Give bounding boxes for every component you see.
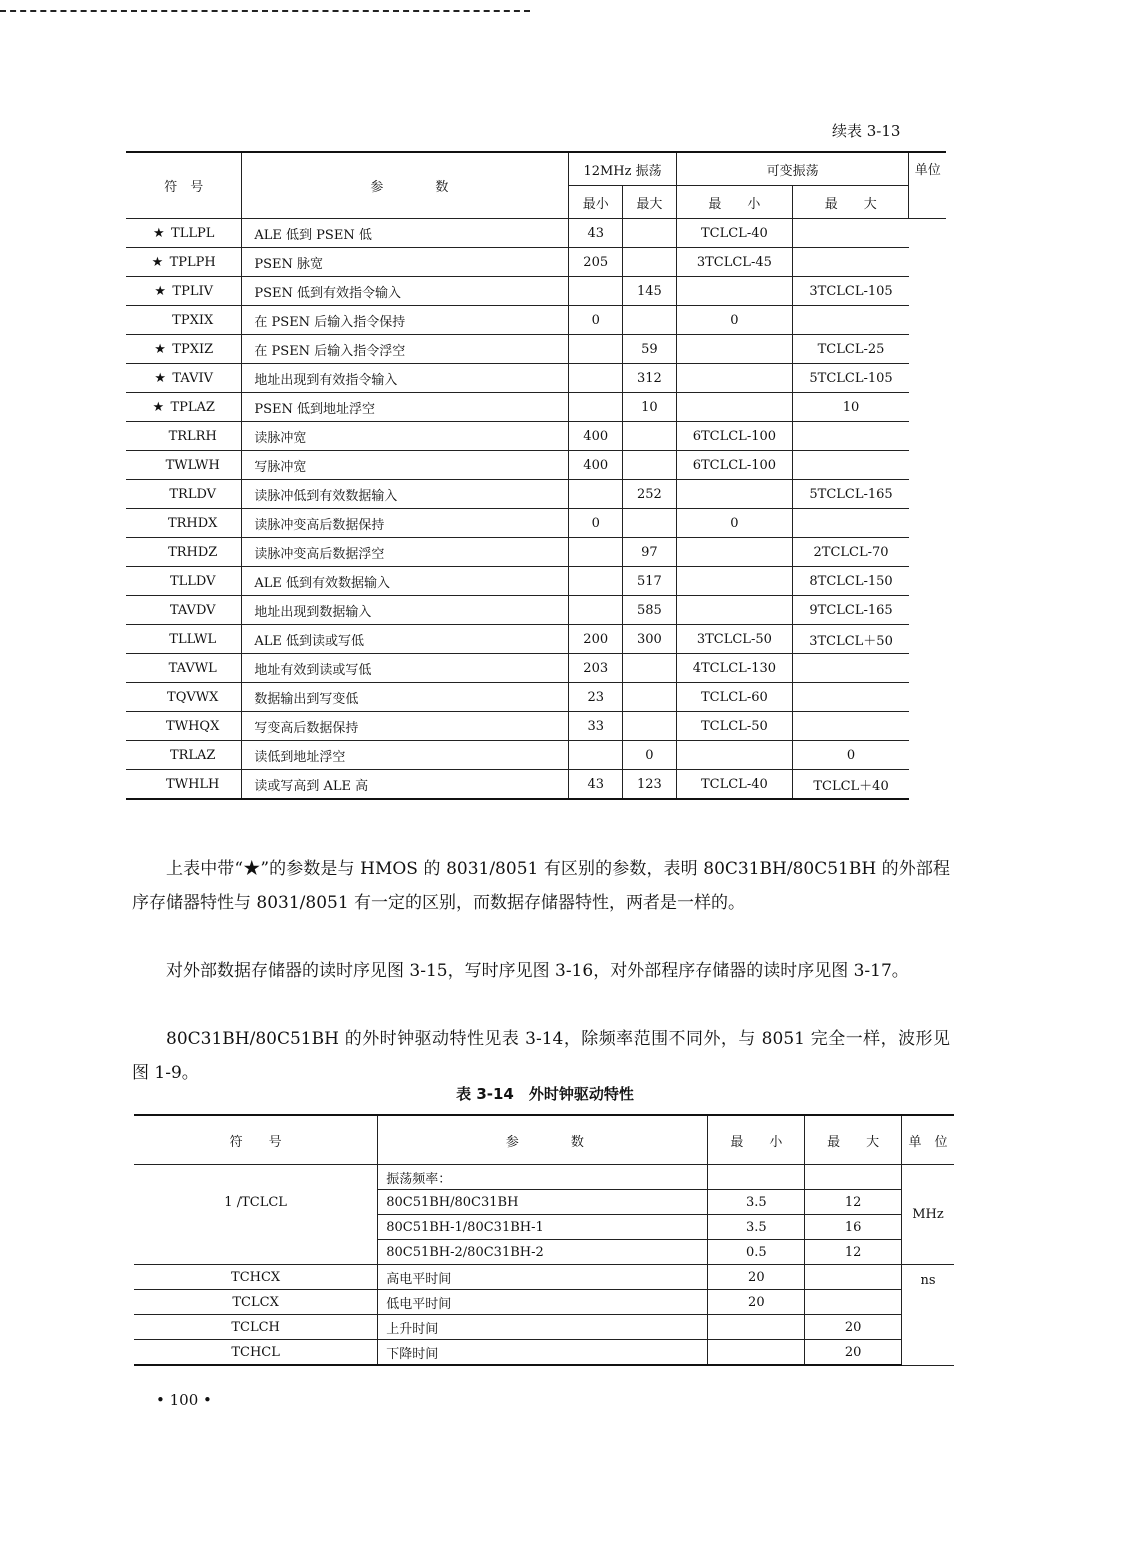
header-var-min: 最 小 bbox=[676, 186, 792, 219]
row-min-12mhz: 23 bbox=[569, 683, 623, 712]
star-marker: ★ bbox=[153, 225, 165, 241]
row-max-12mhz: 585 bbox=[623, 596, 677, 625]
row-max-12mhz: 517 bbox=[623, 567, 677, 596]
time-max bbox=[805, 1265, 902, 1290]
table-row bbox=[126, 625, 946, 654]
row-min-variable: TCLCL-60 bbox=[676, 683, 792, 712]
time-param: 低电平时间 bbox=[378, 1290, 708, 1315]
row-min-variable: 6TCLCL-100 bbox=[676, 422, 792, 451]
row-max-12mhz: 10 bbox=[623, 393, 677, 422]
row-param: 地址出现到有效指令输入 bbox=[242, 364, 569, 393]
row-max-12mhz bbox=[623, 451, 677, 480]
row-min-12mhz bbox=[569, 277, 623, 306]
row-min-variable: 6TCLCL-100 bbox=[676, 451, 792, 480]
row-min-12mhz: 200 bbox=[569, 625, 623, 654]
table-row bbox=[134, 1315, 954, 1340]
row-param: PSEN 低到地址浮空 bbox=[242, 393, 569, 422]
header-variable-osc: 可变振荡 bbox=[676, 152, 909, 186]
table-row bbox=[126, 422, 946, 451]
row-symbol bbox=[126, 538, 242, 567]
clock-table-title: 表 3-14 外时钟驱动特性 bbox=[456, 1085, 634, 1103]
row-min-variable bbox=[676, 364, 792, 393]
clock-header-symbol: 符 号 bbox=[134, 1115, 378, 1165]
header-min: 最小 bbox=[569, 186, 623, 219]
row-symbol bbox=[126, 712, 242, 741]
table-continuation-title: 续表 3-13 bbox=[832, 122, 901, 140]
freq-param: 80C51BH-1/80C31BH-1 bbox=[378, 1215, 708, 1240]
time-unit: ns bbox=[902, 1265, 955, 1366]
row-param: 地址有效到读或写低 bbox=[242, 654, 569, 683]
row-max-variable: 3TCLCL＋50 bbox=[793, 625, 909, 654]
clock-header-min: 最 小 bbox=[708, 1115, 805, 1165]
star-marker: ★ bbox=[154, 341, 166, 357]
freq-max: 12 bbox=[805, 1240, 902, 1265]
freq-label: 振荡频率： bbox=[378, 1165, 708, 1190]
table-row bbox=[126, 451, 946, 480]
row-max-12mhz: 252 bbox=[623, 480, 677, 509]
row-symbol bbox=[126, 451, 242, 480]
freq-min: 3.5 bbox=[708, 1190, 805, 1215]
table-row bbox=[126, 335, 946, 364]
row-param: PSEN 低到有效指令输入 bbox=[242, 277, 569, 306]
symbol-text: TLLDV bbox=[169, 573, 216, 589]
paragraph-3: 80C31BH/80C51BH 的外时钟驱动特性见表 3-14，除频率范围不同外，与 8051 完全一样，波形见图 1-9。 bbox=[132, 1029, 950, 1083]
table-row bbox=[126, 364, 946, 393]
row-max-12mhz bbox=[623, 422, 677, 451]
header-unit: 单位 bbox=[909, 152, 946, 219]
time-max bbox=[805, 1290, 902, 1315]
row-max-12mhz bbox=[623, 683, 677, 712]
symbol-text: TRLDV bbox=[169, 486, 217, 502]
row-symbol bbox=[126, 393, 242, 422]
time-min bbox=[708, 1340, 805, 1366]
row-param: 读或写高到 ALE 高 bbox=[242, 770, 569, 800]
table-row bbox=[126, 567, 946, 596]
row-max-12mhz bbox=[623, 248, 677, 277]
freq-min: 3.5 bbox=[708, 1215, 805, 1240]
row-max-variable bbox=[793, 654, 909, 683]
time-min: 20 bbox=[708, 1290, 805, 1315]
freq-max: 16 bbox=[805, 1215, 902, 1240]
row-min-variable bbox=[676, 596, 792, 625]
row-param: ALE 低到 PSEN 低 bbox=[242, 219, 569, 248]
row-max-12mhz bbox=[623, 219, 677, 248]
row-max-12mhz: 123 bbox=[623, 770, 677, 800]
freq-param: 80C51BH-2/80C31BH-2 bbox=[378, 1240, 708, 1265]
row-min-12mhz: 0 bbox=[569, 306, 623, 335]
table-row bbox=[126, 277, 946, 306]
row-min-12mhz: 203 bbox=[569, 654, 623, 683]
symbol-text: TLLPL bbox=[171, 225, 215, 241]
row-max-variable bbox=[793, 219, 909, 248]
row-param: 写变高后数据保持 bbox=[242, 712, 569, 741]
row-max-12mhz bbox=[623, 712, 677, 741]
row-max-12mhz bbox=[623, 509, 677, 538]
row-min-12mhz: 205 bbox=[569, 248, 623, 277]
row-symbol bbox=[126, 219, 242, 248]
row-min-12mhz bbox=[569, 335, 623, 364]
row-param: 读低到地址浮空 bbox=[242, 741, 569, 770]
row-param: 写脉冲宽 bbox=[242, 451, 569, 480]
row-max-variable bbox=[793, 248, 909, 277]
table-row bbox=[126, 712, 946, 741]
row-min-variable: TCLCL-40 bbox=[676, 219, 792, 248]
header-max: 最大 bbox=[623, 186, 677, 219]
row-max-variable: 5TCLCL-105 bbox=[793, 364, 909, 393]
row-symbol bbox=[126, 248, 242, 277]
row-min-variable: TCLCL-40 bbox=[676, 770, 792, 800]
row-min-variable: TCLCL-50 bbox=[676, 712, 792, 741]
row-max-variable bbox=[793, 712, 909, 741]
table-row bbox=[134, 1265, 954, 1290]
table-row bbox=[126, 248, 946, 277]
row-symbol bbox=[126, 306, 242, 335]
row-min-12mhz bbox=[569, 567, 623, 596]
row-min-12mhz: 400 bbox=[569, 422, 623, 451]
row-param: 读脉冲低到有效数据输入 bbox=[242, 480, 569, 509]
row-min-variable bbox=[676, 480, 792, 509]
row-param: PSEN 脉宽 bbox=[242, 248, 569, 277]
symbol-text: TRLAZ bbox=[169, 747, 216, 763]
table-row bbox=[126, 538, 946, 567]
timing-table-body bbox=[126, 219, 946, 800]
symbol-text: TWHLH bbox=[166, 776, 220, 792]
header-var-max: 最 大 bbox=[793, 186, 909, 219]
row-max-12mhz bbox=[623, 306, 677, 335]
row-symbol bbox=[126, 277, 242, 306]
time-symbol: TCHCL bbox=[134, 1340, 378, 1366]
time-param: 上升时间 bbox=[378, 1315, 708, 1340]
paragraph-2: 对外部数据存储器的读时序见图 3-15，写时序见图 3-16，对外部程序存储器的读时序见图 3-17。 bbox=[166, 961, 909, 981]
freq-param: 80C51BH/80C31BH bbox=[378, 1190, 708, 1215]
top-dashed-rule bbox=[0, 10, 530, 12]
symbol-text: TPXIX bbox=[172, 312, 214, 328]
table-row bbox=[126, 480, 946, 509]
timing-table-cont bbox=[126, 151, 946, 800]
symbol-text: TAVDV bbox=[169, 602, 216, 618]
header-symbol: 符 号 bbox=[126, 152, 242, 219]
star-marker: ★ bbox=[152, 399, 165, 415]
row-symbol bbox=[126, 596, 242, 625]
symbol-text: TQVWX bbox=[167, 689, 219, 705]
row-min-12mhz bbox=[569, 480, 623, 509]
row-symbol bbox=[126, 422, 242, 451]
row-min-variable bbox=[676, 277, 792, 306]
row-symbol bbox=[126, 335, 242, 364]
row-max-variable: 0 bbox=[793, 741, 909, 770]
symbol-text: TWHQX bbox=[166, 718, 220, 734]
row-max-variable: TCLCL＋40 bbox=[793, 770, 909, 800]
row-max-variable bbox=[793, 683, 909, 712]
row-min-variable: 4TCLCL-130 bbox=[676, 654, 792, 683]
row-symbol bbox=[126, 509, 242, 538]
header-param: 参 数 bbox=[242, 152, 569, 219]
row-min-variable bbox=[676, 567, 792, 596]
table-row bbox=[126, 770, 946, 800]
time-min bbox=[708, 1315, 805, 1340]
paragraph-1: 上表中带“★”的参数是与 HMOS 的 8031/8051 有区别的参数，表明 80C31BH/80C51BH 的外部程序存储器特性与 8031/8051 有一定的区别，而数据存储器特性，两者是一样的。 bbox=[132, 859, 950, 913]
row-max-12mhz bbox=[623, 654, 677, 683]
row-min-12mhz: 400 bbox=[569, 451, 623, 480]
row-min-variable: 0 bbox=[676, 509, 792, 538]
clock-header-param: 参 数 bbox=[378, 1115, 708, 1165]
freq-min: 0.5 bbox=[708, 1240, 805, 1265]
table-row bbox=[126, 306, 946, 335]
table-row bbox=[126, 596, 946, 625]
symbol-text: TAVIV bbox=[172, 370, 214, 386]
clock-header-max: 最 大 bbox=[805, 1115, 902, 1165]
row-max-variable bbox=[793, 509, 909, 538]
time-param: 下降时间 bbox=[378, 1340, 708, 1366]
symbol-text: TAVWL bbox=[168, 660, 217, 676]
row-min-12mhz bbox=[569, 596, 623, 625]
row-max-12mhz: 0 bbox=[623, 741, 677, 770]
table-row bbox=[134, 1165, 954, 1190]
row-min-12mhz: 43 bbox=[569, 219, 623, 248]
freq-symbol: 1 /TCLCL bbox=[134, 1165, 378, 1265]
row-min-12mhz: 43 bbox=[569, 770, 623, 800]
row-min-12mhz: 33 bbox=[569, 712, 623, 741]
table-row bbox=[134, 1340, 954, 1366]
row-min-12mhz bbox=[569, 538, 623, 567]
row-min-variable bbox=[676, 335, 792, 364]
row-symbol bbox=[126, 364, 242, 393]
row-min-variable bbox=[676, 393, 792, 422]
time-symbol: TCLCH bbox=[134, 1315, 378, 1340]
table-row bbox=[134, 1290, 954, 1315]
row-param: 地址出现到数据输入 bbox=[242, 596, 569, 625]
row-symbol bbox=[126, 683, 242, 712]
row-symbol bbox=[126, 480, 242, 509]
row-max-variable bbox=[793, 306, 909, 335]
row-param: 读脉冲宽 bbox=[242, 422, 569, 451]
table-row bbox=[126, 393, 946, 422]
row-min-12mhz bbox=[569, 393, 623, 422]
time-max: 20 bbox=[805, 1340, 902, 1366]
row-min-variable: 3TCLCL-45 bbox=[676, 248, 792, 277]
symbol-text: TPLAZ bbox=[170, 399, 215, 415]
row-max-12mhz: 97 bbox=[623, 538, 677, 567]
time-symbol: TCHCX bbox=[134, 1265, 378, 1290]
row-symbol bbox=[126, 770, 242, 800]
star-marker: ★ bbox=[154, 370, 167, 386]
row-max-variable: TCLCL-25 bbox=[793, 335, 909, 364]
page-number: • 100 • bbox=[156, 1391, 212, 1409]
symbol-text: TRHDZ bbox=[168, 544, 218, 560]
row-max-variable: 2TCLCL-70 bbox=[793, 538, 909, 567]
row-symbol bbox=[126, 567, 242, 596]
table-row bbox=[126, 509, 946, 538]
star-marker: ★ bbox=[151, 254, 164, 270]
row-min-12mhz: 0 bbox=[569, 509, 623, 538]
row-max-variable: 10 bbox=[793, 393, 909, 422]
row-symbol bbox=[126, 625, 242, 654]
time-max: 20 bbox=[805, 1315, 902, 1340]
symbol-text: TRLRH bbox=[168, 428, 217, 444]
row-min-variable bbox=[676, 538, 792, 567]
row-max-variable: 5TCLCL-165 bbox=[793, 480, 909, 509]
row-max-variable bbox=[793, 422, 909, 451]
row-param: 读脉冲变高后数据浮空 bbox=[242, 538, 569, 567]
symbol-text: TPXIZ bbox=[172, 341, 214, 357]
row-max-12mhz: 59 bbox=[623, 335, 677, 364]
clock-drive-table bbox=[134, 1114, 954, 1366]
freq-unit: MHz bbox=[902, 1165, 955, 1265]
row-max-variable: 9TCLCL-165 bbox=[793, 596, 909, 625]
row-max-variable: 8TCLCL-150 bbox=[793, 567, 909, 596]
freq-max: 12 bbox=[805, 1190, 902, 1215]
row-param: ALE 低到有效数据输入 bbox=[242, 567, 569, 596]
row-param: 数据输出到写变低 bbox=[242, 683, 569, 712]
star-marker: ★ bbox=[154, 283, 167, 299]
row-min-12mhz bbox=[569, 364, 623, 393]
table-row bbox=[126, 683, 946, 712]
clock-header-unit: 单 位 bbox=[902, 1115, 955, 1165]
time-min: 20 bbox=[708, 1265, 805, 1290]
row-param: 读脉冲变高后数据保持 bbox=[242, 509, 569, 538]
row-symbol bbox=[126, 741, 242, 770]
row-max-12mhz: 145 bbox=[623, 277, 677, 306]
table-row bbox=[126, 219, 946, 248]
clock-table-body bbox=[134, 1165, 954, 1366]
symbol-text: TLLWL bbox=[169, 631, 217, 647]
time-param: 高电平时间 bbox=[378, 1265, 708, 1290]
row-min-variable bbox=[676, 741, 792, 770]
row-symbol bbox=[126, 654, 242, 683]
row-min-variable: 3TCLCL-50 bbox=[676, 625, 792, 654]
table-row bbox=[126, 654, 946, 683]
row-max-12mhz: 312 bbox=[623, 364, 677, 393]
row-max-12mhz: 300 bbox=[623, 625, 677, 654]
symbol-text: TPLPH bbox=[169, 254, 216, 270]
row-param: 在 PSEN 后输入指令保持 bbox=[242, 306, 569, 335]
row-param: 在 PSEN 后输入指令浮空 bbox=[242, 335, 569, 364]
symbol-text: TPLIV bbox=[172, 283, 213, 299]
row-max-variable: 3TCLCL-105 bbox=[793, 277, 909, 306]
row-min-12mhz bbox=[569, 741, 623, 770]
row-max-variable bbox=[793, 451, 909, 480]
header-12mhz: 12MHz 振荡 bbox=[569, 152, 676, 186]
row-param: ALE 低到读或写低 bbox=[242, 625, 569, 654]
symbol-text: TRHDX bbox=[167, 515, 218, 531]
table-row bbox=[126, 741, 946, 770]
time-symbol: TCLCX bbox=[134, 1290, 378, 1315]
row-min-variable: 0 bbox=[676, 306, 792, 335]
symbol-text: TWLWH bbox=[165, 457, 220, 473]
